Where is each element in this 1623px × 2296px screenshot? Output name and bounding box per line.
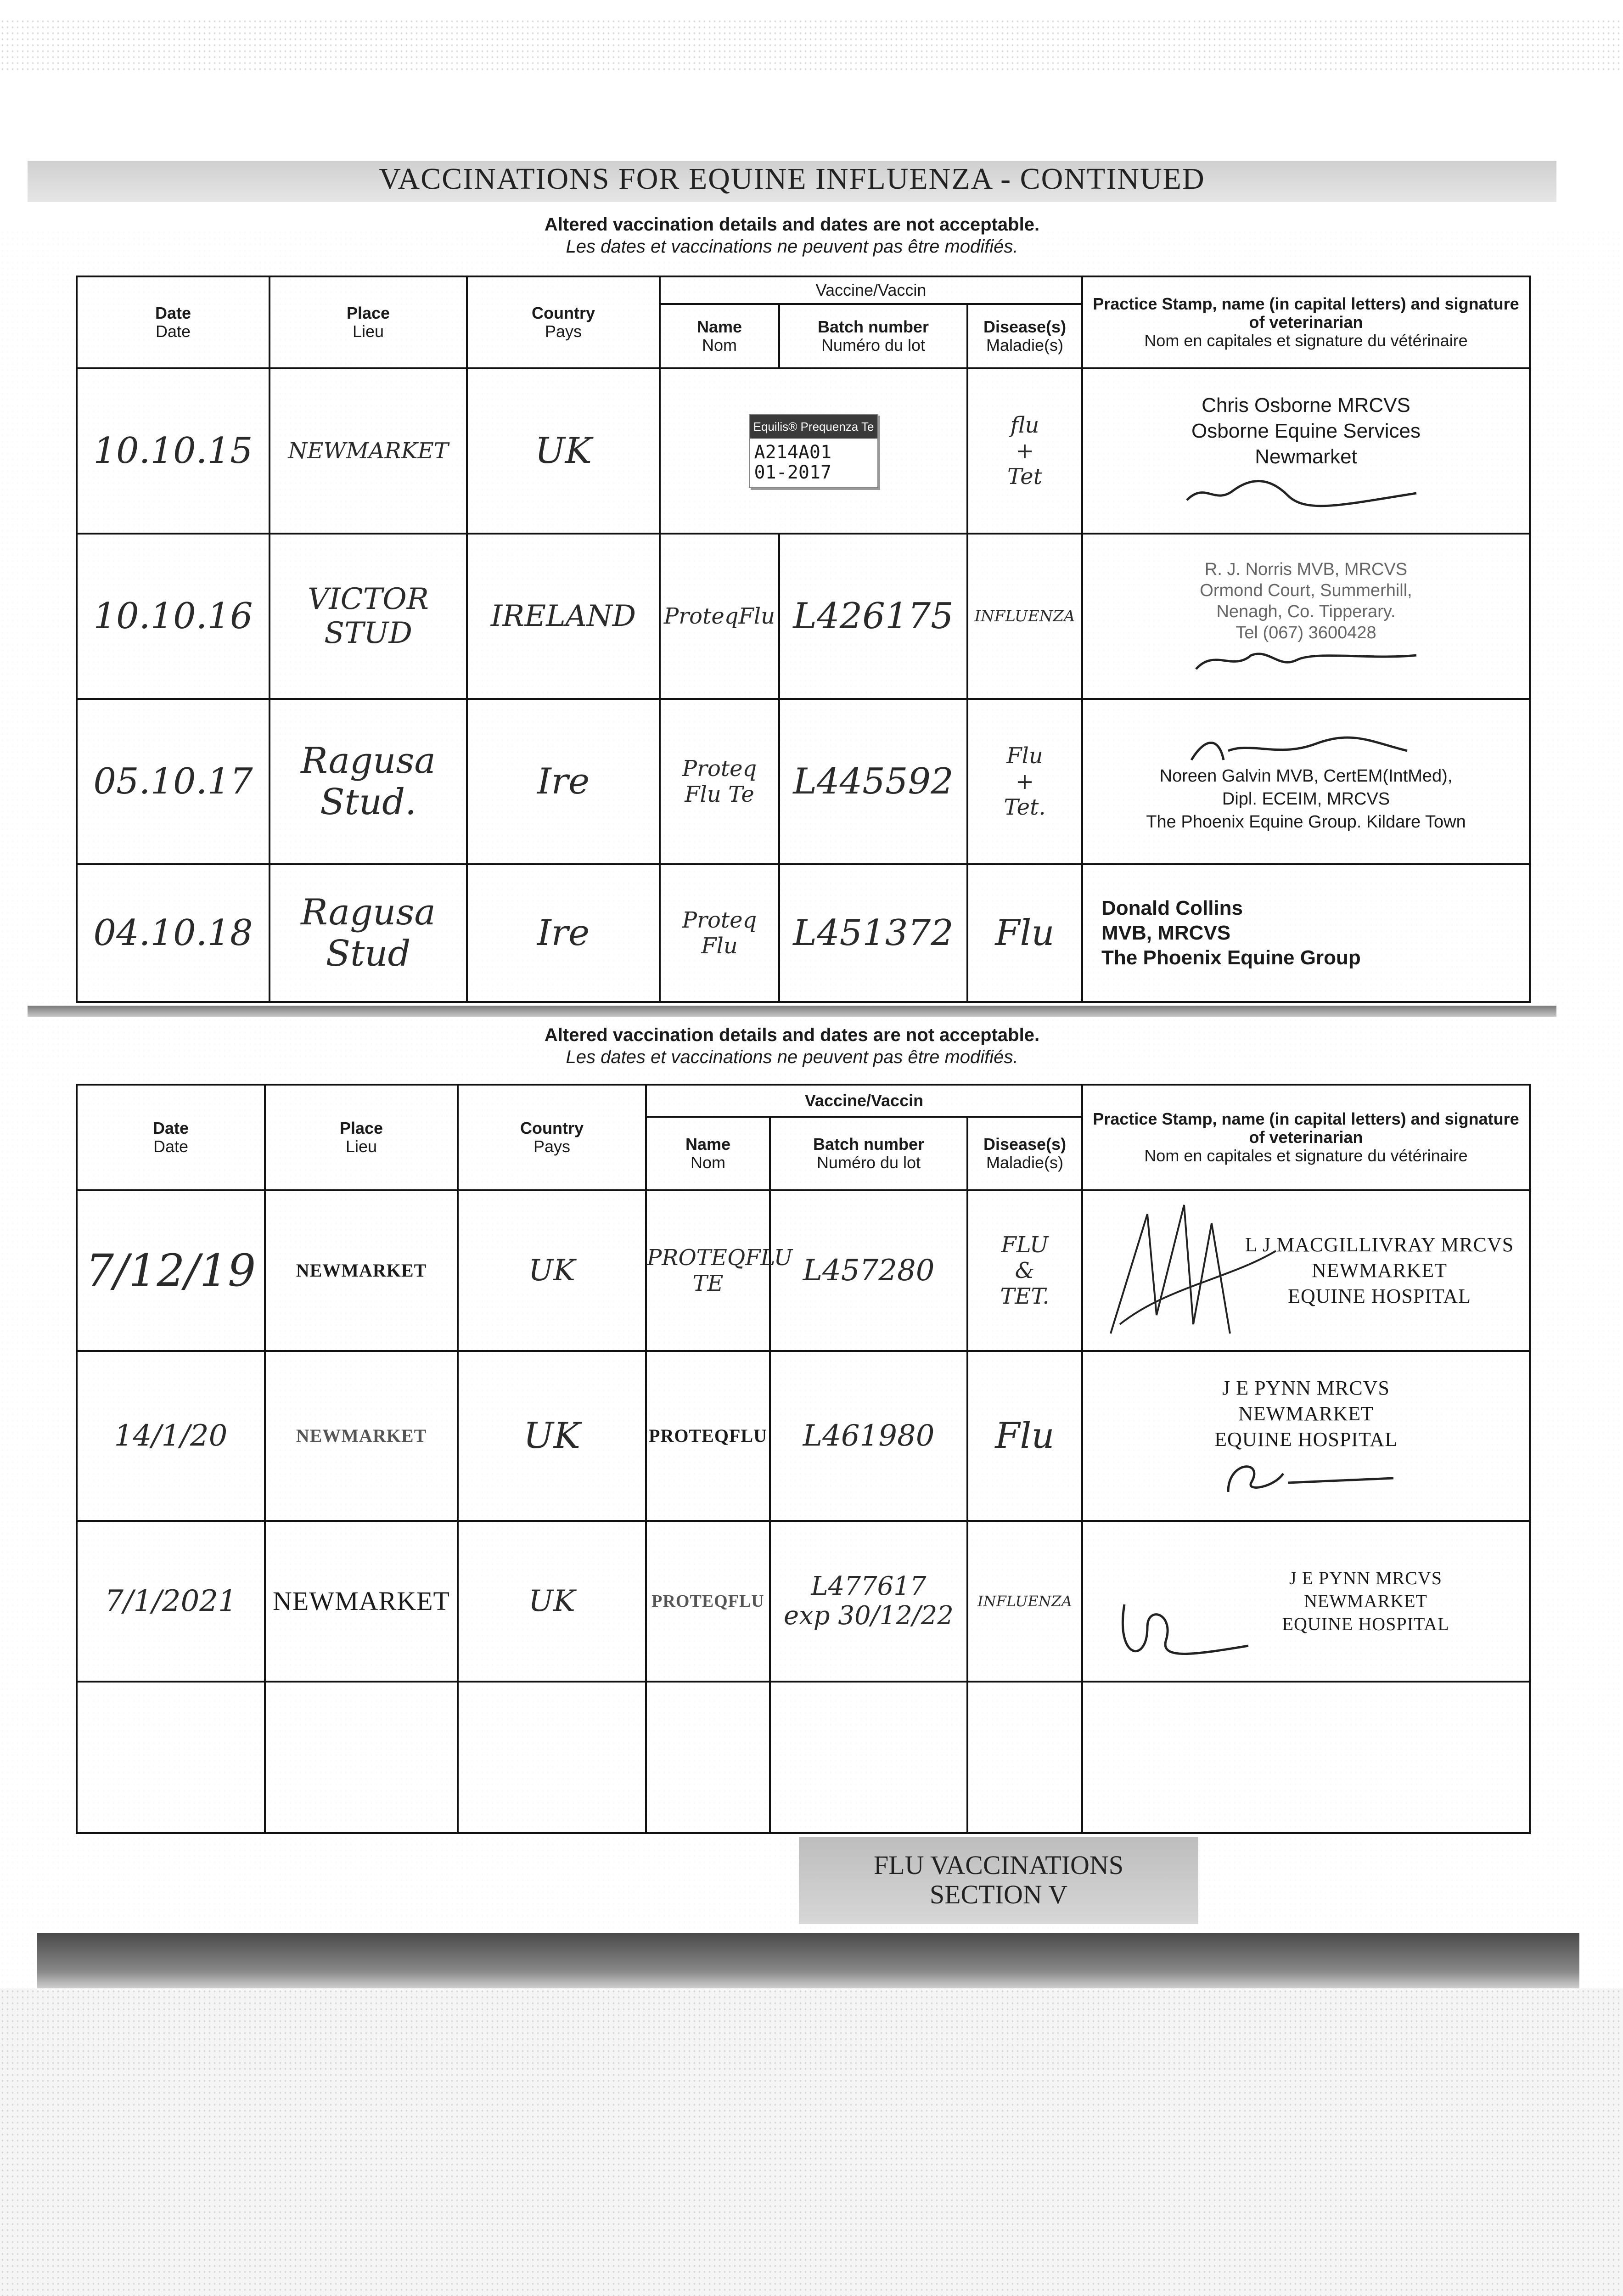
notice-en: Altered vaccination details and dates are not acceptable. [544, 1025, 1040, 1045]
bottom-band [37, 1933, 1579, 1988]
signature-icon [1111, 1586, 1258, 1669]
batch-cell: L457280 [770, 1190, 967, 1351]
practice-stamp: R. J. Norris MVB, MRCVS Ormond Court, Summerhill, Nenagh, Co. Tipperary. Tel (067) 3600428 [1082, 534, 1530, 699]
practice-stamp: J E PYNN MRCVS NEWMARKET EQUINE HOSPITAL [1082, 1351, 1530, 1521]
signature-icon [1178, 473, 1435, 509]
table-row [77, 1190, 1530, 1351]
sticker-expiry: 01-2017 [754, 462, 832, 483]
signature-icon [1178, 646, 1435, 674]
table-row [77, 864, 1530, 1002]
country-cell: Ire [467, 699, 660, 864]
disease-cell: Flu [967, 1351, 1082, 1521]
header-country: Country Pays [458, 1085, 646, 1190]
place-cell: NEWMARKET [265, 1521, 458, 1682]
scan-noise-bottom [0, 1988, 1623, 2296]
country-cell [458, 1682, 646, 1833]
notice-en: Altered vaccination details and dates are not acceptable. [544, 214, 1040, 235]
notice-fr: Les dates et vaccinations ne peuvent pas être modifiés. [566, 236, 1018, 257]
vaccination-table-2 [76, 1084, 1531, 1834]
header-place: Place Lieu [265, 1085, 458, 1190]
header-practice: Practice Stamp, name (in capital letters) and signature of veterinarian Nom en capitales et signature du vétérinaire [1082, 1085, 1530, 1190]
header-date: Date Date [77, 276, 270, 368]
country-cell: UK [458, 1521, 646, 1682]
disease-cell: INFLUENZA [967, 1521, 1082, 1682]
date-cell: 04.10.18 [77, 864, 270, 1002]
header-name: Name Nom [660, 304, 779, 368]
vaccine-name-cell: Proteq Flu Te [660, 699, 779, 864]
practice-stamp: Chris Osborne MRCVS Osborne Equine Services Newmarket [1082, 368, 1530, 534]
vaccine-name-cell: PROTEQFLU [646, 1521, 770, 1682]
table-row [77, 1351, 1530, 1521]
header-name: Name Nom [646, 1117, 770, 1190]
signature-icon [1092, 1196, 1285, 1343]
vaccine-batch-sticker [749, 414, 879, 488]
place-cell: VICTOR STUD [270, 534, 467, 699]
header-batch: Batch number Numéro du lot [779, 304, 967, 368]
practice-stamp [1082, 1682, 1530, 1833]
place-cell: NEWMARKET [270, 368, 467, 534]
practice-stamp: Donald Collins MVB, MRCVS The Phoenix Equine Group [1082, 864, 1530, 1002]
country-cell: Ire [467, 864, 660, 1002]
vaccine-name-cell: Proteq Flu [660, 864, 779, 1002]
date-cell: 7/12/19 [77, 1190, 265, 1351]
sticker-product: Equilis® Prequenza Te [750, 415, 878, 439]
batch-expiry: exp 30/12/22 [784, 1601, 954, 1631]
date-cell: 10.10.15 [77, 368, 270, 534]
signature-icon [1210, 1455, 1403, 1497]
place-cell: NEWMARKET [265, 1190, 458, 1351]
header-date: Date Date [77, 1085, 265, 1190]
place-cell: Ragusa Stud. [270, 699, 467, 864]
section-line1: FLU VACCINATIONS [873, 1850, 1124, 1880]
country-cell: UK [467, 368, 660, 534]
country-cell: UK [458, 1351, 646, 1521]
vaccination-table-1 [76, 276, 1531, 1003]
disease-cell: FLU & TET. [967, 1190, 1082, 1351]
notice-middle [28, 1024, 1556, 1068]
header-disease: Disease(s) Maladie(s) [967, 304, 1082, 368]
header-practice: Practice Stamp, name (in capital letters) and signature of veterinarian Nom en capitales et signature du vétérinaire [1082, 276, 1530, 368]
batch-cell: L461980 [770, 1351, 967, 1521]
table-row [77, 534, 1530, 699]
signature-icon [1178, 732, 1435, 765]
sticker-batch: A214A01 [754, 442, 832, 463]
date-cell: 14/1/20 [77, 1351, 265, 1521]
batch-cell: L426175 [779, 534, 967, 699]
notice-top [28, 214, 1556, 258]
date-cell: 05.10.17 [77, 699, 270, 864]
table-row [77, 1682, 1530, 1833]
batch-cell: L451372 [779, 864, 967, 1002]
notice-fr: Les dates et vaccinations ne peuvent pas être modifiés. [566, 1047, 1018, 1067]
date-cell: 10.10.16 [77, 534, 270, 699]
header-vaccine: Vaccine/Vaccin [660, 276, 1082, 304]
vaccine-name-cell: ProteqFlu [660, 534, 779, 699]
header-batch: Batch number Numéro du lot [770, 1117, 967, 1190]
header-disease: Disease(s) Maladie(s) [967, 1117, 1082, 1190]
section-line2: SECTION V [929, 1880, 1068, 1909]
table-row [77, 699, 1530, 864]
disease-cell: Flu + Tet. [967, 699, 1082, 864]
batch-number: L477617 [811, 1571, 927, 1601]
scan-noise-top [0, 18, 1623, 73]
disease-cell: INFLUENZA [967, 534, 1082, 699]
header-place: Place Lieu [270, 276, 467, 368]
date-cell [77, 1682, 265, 1833]
header-country: Country Pays [467, 276, 660, 368]
vaccine-name-cell: PROTEQFLU TE [646, 1190, 770, 1351]
vaccine-name-cell [646, 1682, 770, 1833]
practice-stamp: Noreen Galvin MVB, CertEM(IntMed), Dipl. ECEIM, MRCVS The Phoenix Equine Group. Kildare Town [1082, 699, 1530, 864]
separator-band [28, 1006, 1556, 1017]
date-cell: 7/1/2021 [77, 1521, 265, 1682]
disease-cell: flu + Tet [967, 368, 1082, 534]
place-cell [265, 1682, 458, 1833]
batch-cell [770, 1682, 967, 1833]
place-cell: Ragusa Stud [270, 864, 467, 1002]
table-row [77, 1521, 1530, 1682]
country-cell: UK [458, 1190, 646, 1351]
practice-stamp: L J MACGILLIVRAY MRCVS NEWMARKET EQUINE HOSPITAL [1082, 1190, 1530, 1351]
place-cell: NEWMARKET [265, 1351, 458, 1521]
header-vaccine: Vaccine/Vaccin [646, 1085, 1082, 1117]
country-cell: IRELAND [467, 534, 660, 699]
table-row [77, 368, 1530, 534]
batch-cell: L445592 [779, 699, 967, 864]
disease-cell: Flu [967, 864, 1082, 1002]
page-title: VACCINATIONS FOR EQUINE INFLUENZA - CONTINUED [379, 162, 1205, 196]
vaccine-name-cell: PROTEQFLU [646, 1351, 770, 1521]
vaccine-label-cell [660, 368, 967, 534]
disease-cell [967, 1682, 1082, 1833]
batch-cell [770, 1521, 967, 1682]
section-label [799, 1837, 1198, 1924]
practice-stamp: J E PYNN MRCVS NEWMARKET EQUINE HOSPITAL [1082, 1521, 1530, 1682]
